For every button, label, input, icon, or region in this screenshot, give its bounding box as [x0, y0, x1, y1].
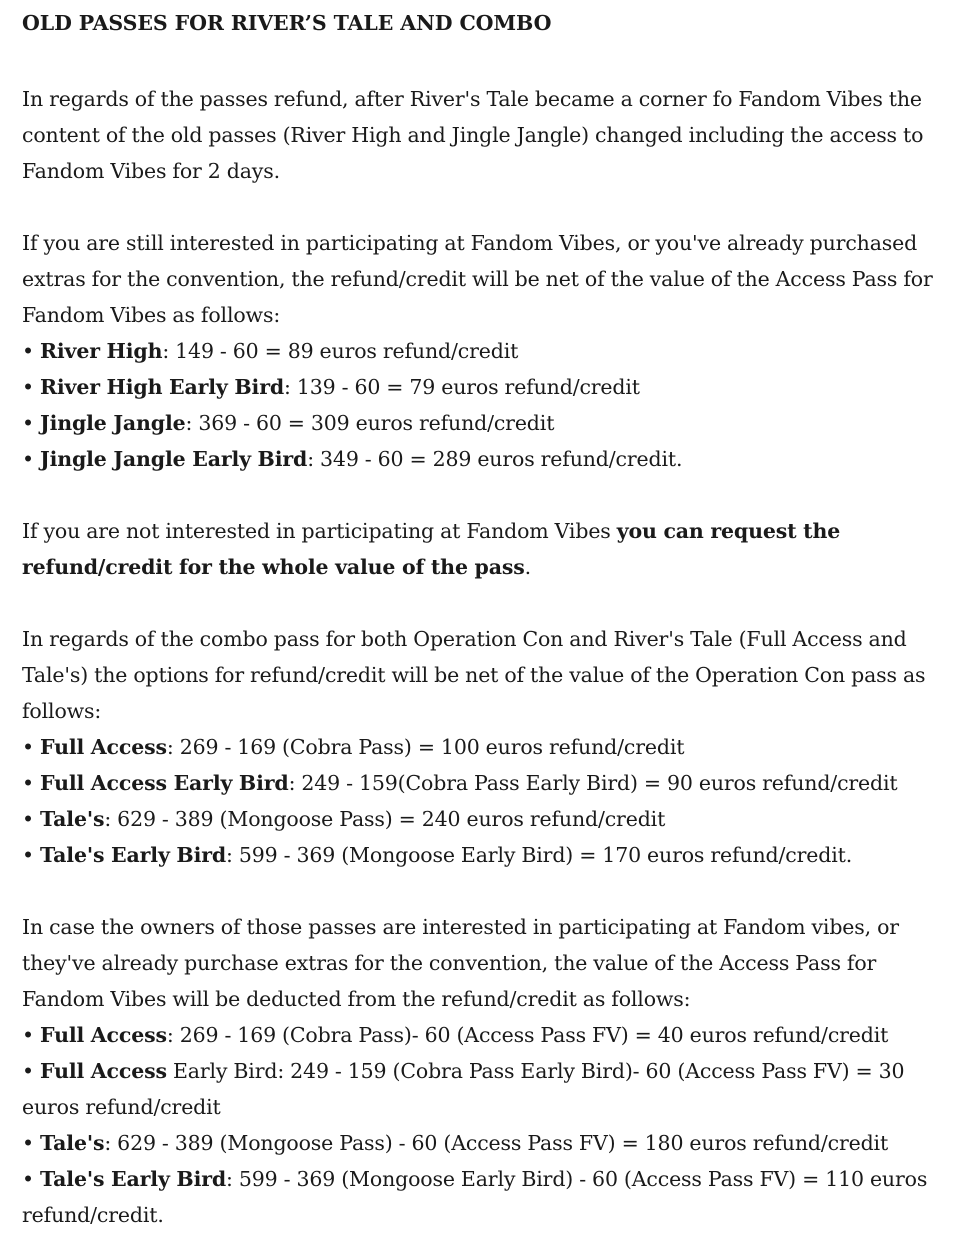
pass-name: Jingle Jangle Early Bird: [40, 447, 308, 471]
pass-name: Full Access: [40, 1023, 167, 1047]
pass-name: Full Access: [40, 1059, 167, 1083]
bullet: •: [22, 339, 34, 363]
bullet: •: [22, 375, 34, 399]
full-refund-text: If you are not interested in participating at Fandom Vibes: [22, 519, 617, 543]
pass-name: River High: [40, 339, 163, 363]
list-item: [22, 1017, 933, 1053]
list-item: [22, 1053, 933, 1125]
intro-paragraph: In regards of the passes refund, after River's Tale became a corner fo Fandom Vibes the content of the old passes (River High and Jingle Jangle) changed including the access to Fandom Vibes for 2 days.: [22, 87, 924, 183]
pass-name: Tale's: [40, 1131, 105, 1155]
combo-pass-paragraph: [22, 621, 933, 873]
list-item: [22, 405, 933, 441]
pass-calculation: : 269 - 169 (Cobra Pass)- 60 (Access Pass FV) = 40 euros refund/credit: [166, 1023, 889, 1047]
bullet: •: [22, 771, 34, 795]
bullet: •: [22, 1059, 34, 1083]
bullet: •: [22, 735, 34, 759]
bullet: •: [22, 843, 34, 867]
bullet: •: [22, 411, 34, 435]
pass-calculation: : 249 - 159(Cobra Pass Early Bird) = 90 euros refund/credit: [288, 771, 898, 795]
pass-calculation: : 599 - 369 (Mongoose Early Bird) = 170 euros refund/credit.: [226, 843, 853, 867]
full-refund-emphasis: you can request the refund/credit for the whole value of the pass: [22, 519, 841, 579]
section-heading: OLD PASSES FOR RIVER’S TALE AND COMBO: [22, 11, 552, 35]
pass-name: Tale's Early Bird: [40, 843, 227, 867]
bullet: •: [22, 447, 34, 471]
list-item: [22, 441, 933, 477]
pass-calculation: : 349 - 60 = 289 euros refund/credit.: [307, 447, 683, 471]
list-item: [22, 765, 933, 801]
list-item: [22, 1125, 933, 1161]
pass-name: River High Early Bird: [40, 375, 285, 399]
full-refund-end: .: [524, 555, 531, 579]
list-item: [22, 837, 933, 873]
bullet: •: [22, 1167, 34, 1191]
deduction-paragraph: [22, 909, 933, 1233]
pass-calculation: : 369 - 60 = 309 euros refund/credit: [185, 411, 555, 435]
pass-calculation: Early Bird: 249 - 159 (Cobra Pass Early Bird)- 60 (Access Pass FV) = 30 euros refund/credit: [22, 1059, 905, 1119]
pass-calculation: : 629 - 389 (Mongoose Pass) - 60 (Access Pass FV) = 180 euros refund/credit: [104, 1131, 889, 1155]
pass-name: Full Access: [40, 735, 167, 759]
full-refund-paragraph: [22, 513, 933, 585]
deduction-intro: In case the owners of those passes are interested in participating at Fandom vibes, or they've already purchase extras for the convention, the value of the Access Pass for Fandom Vibes will be deducted from the refund/credit as follows:: [22, 915, 899, 1011]
river-passes-paragraph: [22, 225, 933, 477]
pass-name: Jingle Jangle: [40, 411, 186, 435]
pass-calculation: : 599 - 369 (Mongoose Early Bird) - 60 (Access Pass FV) = 110 euros refund/credit.: [22, 1167, 928, 1227]
river-passes-intro: If you are still interested in participating at Fandom Vibes, or you've already purchased extras for the convention, the refund/credit will be net of the value of the Access Pass for Fandom Vibes as follows:: [22, 231, 933, 327]
pass-calculation: : 139 - 60 = 79 euros refund/credit: [284, 375, 640, 399]
pass-name: Tale's: [40, 807, 105, 831]
pass-calculation: : 149 - 60 = 89 euros refund/credit: [162, 339, 519, 363]
pass-name: Tale's Early Bird: [40, 1167, 227, 1191]
list-item: [22, 1161, 933, 1233]
pass-calculation: : 629 - 389 (Mongoose Pass) = 240 euros refund/credit: [104, 807, 666, 831]
list-item: [22, 369, 933, 405]
pass-name: Full Access Early Bird: [40, 771, 289, 795]
bullet: •: [22, 807, 34, 831]
list-item: [22, 333, 933, 369]
combo-pass-intro: In regards of the combo pass for both Operation Con and River's Tale (Full Access and Tale's) the options for refund/credit will be net of the value of the Operation Con pass as follows:: [22, 627, 926, 723]
list-item: [22, 729, 933, 765]
bullet: •: [22, 1023, 34, 1047]
pass-calculation: : 269 - 169 (Cobra Pass) = 100 euros refund/credit: [166, 735, 685, 759]
bullet: •: [22, 1131, 34, 1155]
list-item: [22, 801, 933, 837]
